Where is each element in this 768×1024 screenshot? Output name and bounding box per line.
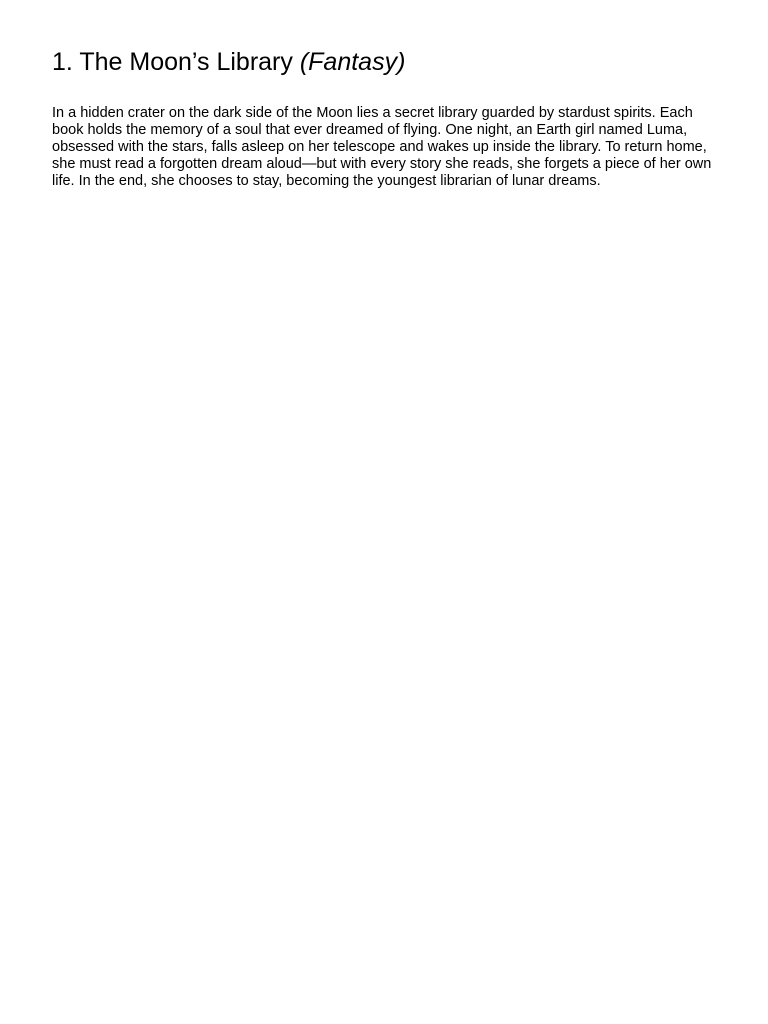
story-body: In a hidden crater on the dark side of the Moon lies a secret library guarded by stardust spirits. Each book holds the memory of a soul that ever dreamed of flying. One night, an Earth girl named Luma, obsessed with the stars, falls asleep on her telescope and wakes up inside the library. To return home, she must read a forgotten dream aloud—but with every story she reads, she forgets a piece of her own life. In the end, she chooses to stay, becoming the youngest librarian of lunar dreams. bbox=[52, 105, 712, 189]
story-heading bbox=[52, 44, 712, 80]
story-section bbox=[52, 44, 712, 190]
story-genre: (Fantasy) bbox=[299, 48, 406, 76]
story-title: 1. The Moon’s Library bbox=[52, 48, 293, 76]
